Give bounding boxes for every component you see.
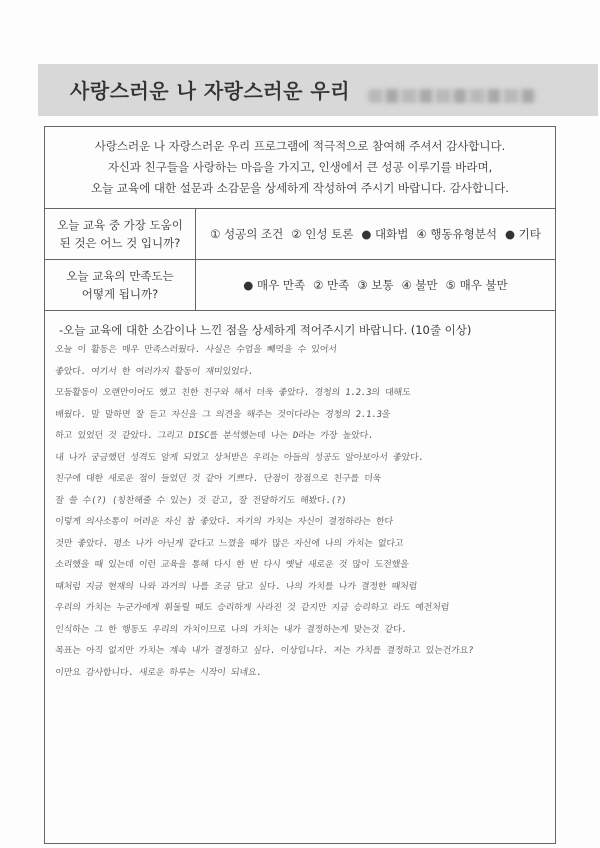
handwritten-line: 이렇게 의사소통이 어려운 자신 참 좋았다. 자기의 가치는 자신이 결정하라는 한다 (54, 517, 394, 527)
option-behavior-analysis[interactable]: ④ 행동유형분석 (416, 227, 497, 241)
answer-options-helpful (196, 209, 555, 259)
handwritten-line: 오늘 이 활동은 매우 만족스러웠다. 사실은 수업을 빼먹을 수 있어서 (54, 345, 338, 355)
intro-line-2: 자신과 친구들을 사랑하는 마음을 가지고, 인생에서 큰 성공 이루기를 바라며, (107, 160, 493, 174)
option-character-discussion[interactable]: ② 인성 토론 (291, 227, 354, 241)
handwritten-line: 소리했을 때 있는데 이런 교육을 통해 다시 한 번 다시 옛날 새로운 것 많이 도전했을 (54, 560, 409, 570)
option-satisfied[interactable]: ② 만족 (313, 278, 350, 292)
question-label-line: 된 것은 어느 것 입니까? (59, 236, 181, 250)
handwritten-line: 인식하는 그 한 행동도 우리의 가치이므로 나의 가치는 내가 결정하는게 맞는것 같다. (54, 624, 408, 635)
handwritten-line: 내 나가 궁금했던 성격도 알게 되었고 상처받은 우리는 아들의 성공도 알아보아서 좋았다. (54, 452, 425, 463)
handwritten-line: 모둠활동이 오랜만이어도 했고 친한 친구와 해서 더욱 좋았다. 경청의 1.2.3의 대해도 (54, 388, 411, 398)
question-label-helpful (45, 209, 196, 259)
question-label-line: 오늘 교육 중 가장 도움이 (57, 218, 183, 232)
question-label-line: 어떻게 됩니까? (81, 287, 159, 301)
handwritten-line: 좋았다. 여기서 한 여러가지 활동이 재미있었다. (54, 366, 254, 377)
handwritten-line: 친구에 대한 새로운 점이 들었던 것 같아 기쁘다. 단점이 장점으로 친구를 더욱 (54, 474, 382, 484)
question-row-helpful (45, 209, 555, 260)
option-other-selected[interactable]: ● 기타 (504, 227, 541, 241)
answer-options-satisfaction (196, 260, 555, 310)
handwritten-line: 때처럼 지금 현재의 나와 과거의 나를 조금 담고 싶다. 나의 가치를 나가 결정한 때처럼 (54, 581, 418, 592)
handwritten-line: 잘 쓸 수(?) (칭찬해줄 수 있는) 것 같고, 잘 전달하기도 해봤다.(?) (54, 495, 347, 506)
handwritten-line: 우리의 가치는 누군가에게 휘둘릴 때도 승리하게 사라진 것 같지만 지금 승리하고 라도 예전처럼 (54, 603, 450, 613)
question-label-satisfaction (45, 260, 196, 310)
option-neutral[interactable]: ③ 보통 (357, 278, 394, 292)
handwritten-line: 하고 있었던 것 같았다. 그리고 DISC를 분석했는데 나는 D라는 가장 높았다. (54, 431, 374, 441)
option-conversation-selected[interactable]: ● 대화법 (361, 227, 409, 241)
page-title: 사랑스러운 나 자랑스러운 우리 (70, 79, 351, 103)
handwritten-line: 이만요 감사합니다. 새로운 하루는 시작이 되네요. (54, 667, 263, 678)
option-very-dissatisfied[interactable]: ⑤ 매우 불만 (445, 278, 508, 292)
intro-text (45, 127, 555, 209)
handwritten-line: 목표는 아직 없지만 가치는 계속 내가 결정하고 싶다. 이상입니다. 저는 가치를 결정하고 있는건가요? (54, 646, 474, 656)
intro-line-3: 오늘 교육에 대한 설문과 소감문을 상세하게 작성하여 주시기 바랍니다. 감사합니다. (91, 181, 509, 195)
handwritten-response (55, 340, 545, 684)
handwritten-line: 것만 좋았다. 평소 나가 아닌게 같다고 느꼈을 때가 많은 자신에 나의 가치는 없다고 (54, 538, 404, 549)
intro-line-1: 사랑스러운 나 자랑스러운 우리 프로그램에 적극적으로 참여해 주셔서 감사합니다. (94, 139, 506, 153)
free-response-question: -오늘 교육에 대한 소감이나 느낀 점을 상세하게 적어주시기 바랍니다. (10줄 이상) (59, 323, 472, 337)
handwritten-line: 배웠다. 말 말하면 잘 듣고 자신을 그 의견을 해주는 것이다라는 경청의 2.1.3을 (54, 409, 391, 420)
option-dissatisfied[interactable]: ④ 불만 (401, 278, 438, 292)
option-success-conditions[interactable]: ① 성공의 조건 (210, 227, 284, 241)
option-very-satisfied-selected[interactable]: ● 매우 만족 (243, 278, 306, 292)
question-row-satisfaction (45, 260, 555, 311)
question-label-line: 오늘 교육의 만족도는 (66, 269, 174, 283)
redacted-name (368, 89, 538, 103)
survey-form (44, 126, 556, 844)
